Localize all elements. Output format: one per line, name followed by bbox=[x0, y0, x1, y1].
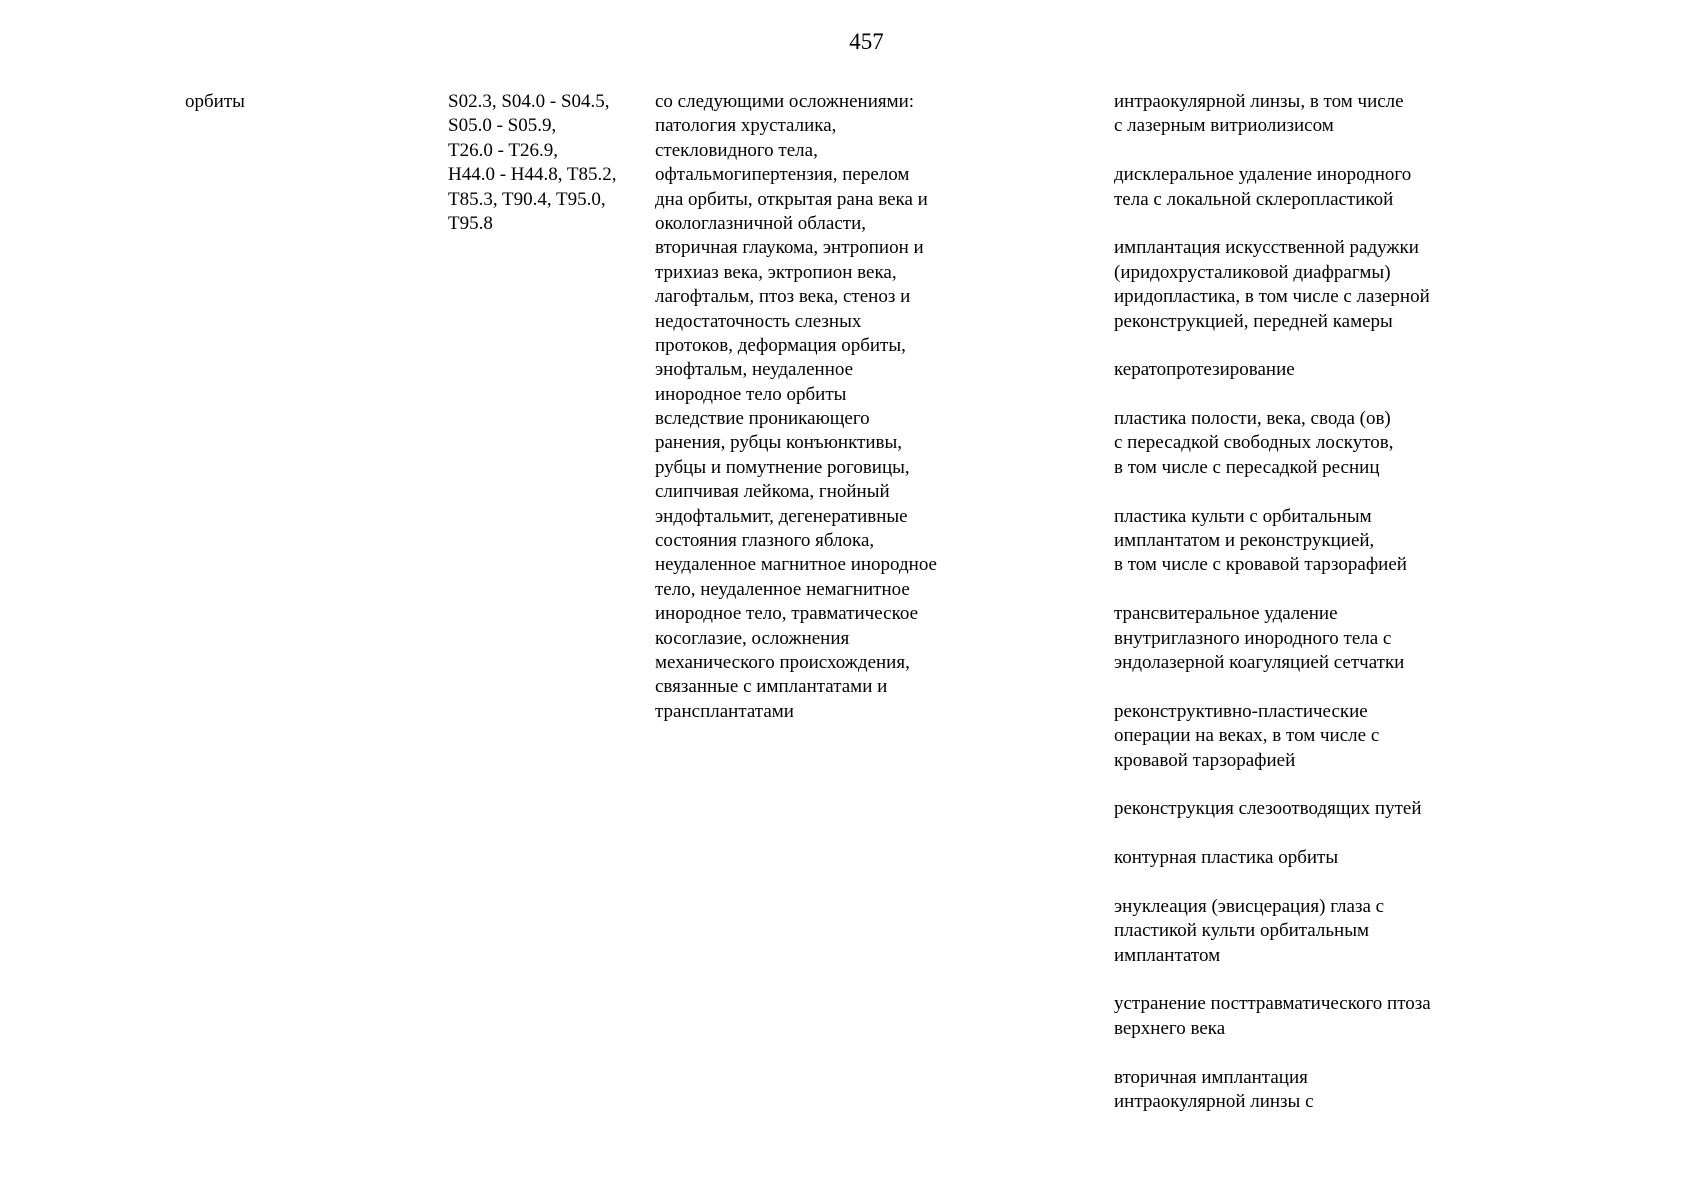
anatomy-column bbox=[185, 90, 245, 114]
procedures-column bbox=[1114, 90, 1431, 1114]
procedure-line: иридопластика, в том числе с лазерной bbox=[1114, 286, 1430, 308]
procedure-item bbox=[1114, 358, 1431, 382]
procedure-line: тела с локальной склеропластикой bbox=[1114, 188, 1394, 210]
procedure-line: реконструкция слезоотводящих путей bbox=[1114, 798, 1422, 820]
procedure-item bbox=[1114, 163, 1431, 212]
icd-codes-column bbox=[448, 90, 617, 236]
condition-line: вторичная глаукома, энтропион и bbox=[655, 237, 924, 259]
condition-line: тело, неудаленное немагнитное bbox=[655, 578, 910, 600]
condition-line: неудаленное магнитное инородное bbox=[655, 554, 937, 576]
condition-line: протоков, деформация орбиты, bbox=[655, 334, 906, 356]
procedure-line: имплантатом bbox=[1114, 944, 1221, 966]
procedure-line: (иридохрусталиковой диафрагмы) bbox=[1114, 261, 1391, 283]
condition-line: эндофтальмит, дегенеративные bbox=[655, 505, 908, 527]
condition-line: со следующими осложнениями: bbox=[655, 91, 915, 112]
condition-line: трансплантатами bbox=[655, 700, 794, 722]
procedure-line: кератопротезирование bbox=[1114, 359, 1295, 381]
condition-line: трихиаз века, эктропион века, bbox=[655, 261, 897, 283]
condition-line: лагофтальм, птоз века, стеноз и bbox=[655, 286, 911, 308]
procedure-item bbox=[1114, 1066, 1431, 1115]
procedure-item bbox=[1114, 407, 1431, 480]
procedure-line: эндолазерной коагуляцией сетчатки bbox=[1114, 651, 1405, 673]
procedure-line: контурная пластика орбиты bbox=[1114, 847, 1339, 869]
procedure-item bbox=[1114, 90, 1431, 139]
procedure-line: в том числе с пересадкой ресниц bbox=[1114, 456, 1380, 478]
icd-codes-line: T26.0 - T26.9, bbox=[448, 139, 558, 161]
condition-line: окологлазничной области, bbox=[655, 212, 866, 234]
procedure-line: трансвитеральное удаление bbox=[1114, 603, 1338, 625]
procedure-item bbox=[1114, 236, 1431, 334]
procedure-line: устранение посттравматического птоза bbox=[1114, 993, 1431, 1015]
condition-line: инородное тело орбиты bbox=[655, 383, 847, 405]
procedure-line: энуклеация (эвисцерация) глаза с bbox=[1114, 895, 1385, 917]
procedure-line: интраокулярной линзы с bbox=[1114, 1091, 1314, 1113]
icd-codes-line: S05.0 - S05.9, bbox=[448, 115, 557, 137]
condition-column bbox=[655, 90, 937, 724]
procedure-line: вторичная имплантация bbox=[1114, 1066, 1308, 1088]
procedure-line: интраокулярной линзы, в том числе bbox=[1114, 91, 1404, 112]
procedure-line: реконструктивно-пластические bbox=[1114, 700, 1368, 722]
procedure-line: имплантатом и реконструкцией, bbox=[1114, 530, 1375, 552]
icd-codes-line: H44.0 - H44.8, T85.2, bbox=[448, 164, 617, 186]
condition-line: инородное тело, травматическое bbox=[655, 603, 919, 625]
procedure-line: с лазерным витриолизисом bbox=[1114, 115, 1334, 137]
condition-line: состояния глазного яблока, bbox=[655, 530, 875, 552]
procedure-line: пластика полости, века, свода (ов) bbox=[1114, 408, 1391, 430]
condition-line: стекловидного тела, bbox=[655, 139, 818, 161]
condition-line: механического происхождения, bbox=[655, 651, 910, 673]
procedure-item bbox=[1114, 602, 1431, 675]
condition-line: патология хрусталика, bbox=[655, 115, 837, 137]
procedure-item bbox=[1114, 846, 1431, 870]
procedure-item bbox=[1114, 505, 1431, 578]
condition-line: недостаточность слезных bbox=[655, 310, 862, 332]
procedure-line: кровавой тарзорафией bbox=[1114, 749, 1296, 771]
procedure-item bbox=[1114, 797, 1431, 821]
procedure-line: имплантация искусственной радужки bbox=[1114, 237, 1419, 259]
procedure-line: с пересадкой свободных лоскутов, bbox=[1114, 432, 1394, 454]
condition-line: косоглазие, осложнения bbox=[655, 627, 850, 649]
page-number: 457 bbox=[849, 29, 884, 54]
condition-line: ранения, рубцы конъюнктивы, bbox=[655, 432, 903, 454]
icd-codes-line: T85.3, T90.4, T95.0, bbox=[448, 188, 606, 210]
procedure-line: внутриглазного инородного тела с bbox=[1114, 627, 1392, 649]
procedure-line: операции на веках, в том числе с bbox=[1114, 725, 1380, 747]
procedure-line: пластика культи с орбитальным bbox=[1114, 505, 1372, 527]
procedure-line: верхнего века bbox=[1114, 1017, 1226, 1039]
anatomy-line: орбиты bbox=[185, 91, 245, 112]
procedure-item bbox=[1114, 992, 1431, 1041]
condition-line: вследствие проникающего bbox=[655, 408, 870, 430]
procedure-line: в том числе с кровавой тарзорафией bbox=[1114, 554, 1407, 576]
condition-line: связанные с имплантатами и bbox=[655, 676, 888, 698]
condition-line: дна орбиты, открытая рана века и bbox=[655, 188, 928, 210]
icd-codes-line: T95.8 bbox=[448, 212, 493, 234]
icd-codes-line: S02.3, S04.0 - S04.5, bbox=[448, 91, 610, 112]
procedure-line: пластикой культи орбитальным bbox=[1114, 920, 1370, 942]
condition-line: офтальмогипертензия, перелом bbox=[655, 164, 910, 186]
condition-line: рубцы и помутнение роговицы, bbox=[655, 456, 910, 478]
procedure-line: реконструкцией, передней камеры bbox=[1114, 310, 1393, 332]
procedure-line: дисклеральное удаление инородного bbox=[1114, 164, 1412, 186]
condition-line: энофтальм, неудаленное bbox=[655, 359, 854, 381]
procedure-item bbox=[1114, 895, 1431, 968]
condition-line: слипчивая лейкома, гнойный bbox=[655, 481, 890, 503]
procedure-item bbox=[1114, 700, 1431, 773]
